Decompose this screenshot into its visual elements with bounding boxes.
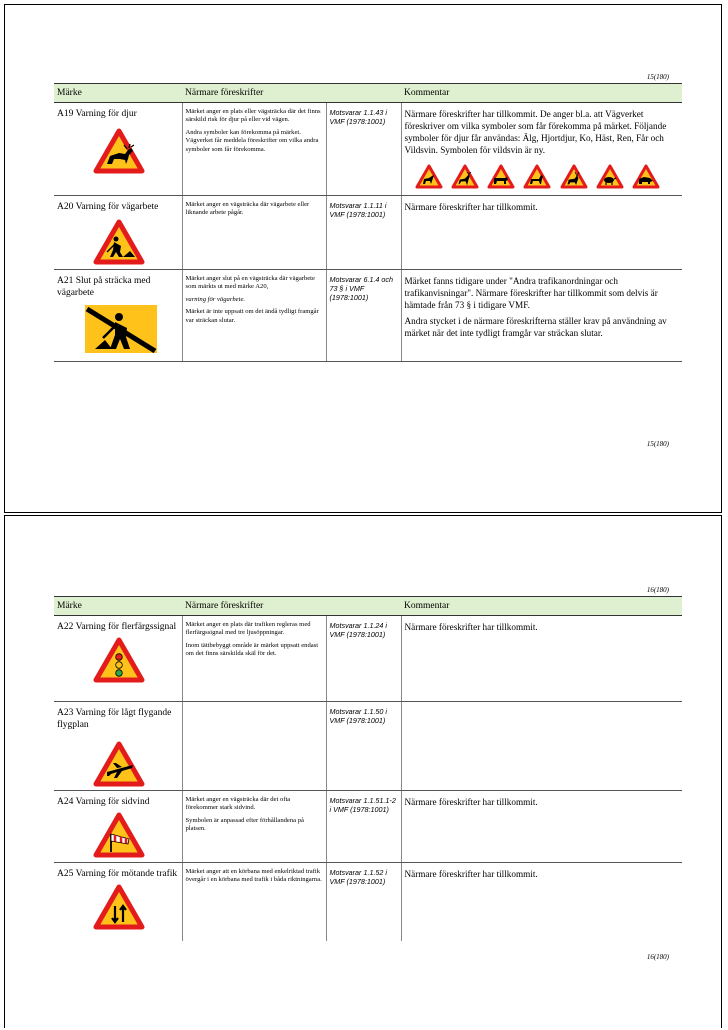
- comment-cell: [401, 863, 682, 941]
- comment-text: Närmare föreskrifter har tillkommit.: [404, 622, 538, 632]
- rule-text: Märket anger en plats eller vägsträcka där det finns särskild risk för djur på eller vid vägen.: [185, 108, 321, 124]
- reference-cell: Motsvarar 1.1.52 i VMF (1978:1001): [326, 863, 401, 941]
- airplane-sign-icon: [93, 741, 145, 787]
- document-page-16: [4, 515, 722, 1028]
- comment-text: Närmare föreskrifter har tillkommit.: [404, 202, 538, 212]
- rules-cell: [182, 863, 326, 941]
- comment-cell: [401, 702, 682, 791]
- header-narmare: Närmare föreskrifter: [182, 84, 326, 103]
- reference-cell: Motsvarar 1.1.24 i VMF (1978:1001): [326, 616, 401, 702]
- reference-cell: Motsvarar 1.1.43 i VMF (1978:1001): [326, 103, 401, 196]
- rule-text: Symbolen är anpassad efter förhållandena på platsen.: [185, 816, 304, 833]
- cow-icon: [487, 164, 515, 189]
- rules-cell: [182, 791, 326, 863]
- rule-text: Märket anger en vägsträcka där vägarbete eller liknande arbete pågår.: [185, 201, 310, 217]
- moose-icon: [415, 164, 443, 189]
- rules-cell: [182, 270, 326, 362]
- table-row-a23: [54, 702, 682, 791]
- page-number-top: 16(180): [646, 586, 669, 594]
- table-row-a24: [54, 791, 682, 863]
- rule-text: Märket är inte uppsatt om det ändå tydligt framgår var sträckan slutar.: [185, 308, 319, 324]
- animal-symbols: [415, 164, 680, 192]
- comment-text: Närmare föreskrifter har tillkommit.: [404, 869, 538, 879]
- rule-text: Märket anger slut på en vägsträcka där vägarbete som märkts ut med märke A20,: [185, 275, 315, 291]
- reference-cell: Motsvarar 6.1.4 och 73 § i VMF (1978:1001): [326, 270, 401, 362]
- comment-cell: [401, 791, 682, 863]
- sign-cell: [54, 702, 182, 791]
- comment-cell: [401, 196, 682, 270]
- sign-name: A22 Varning för flerfärgssignal: [57, 622, 177, 632]
- reindeer-icon: [560, 164, 588, 189]
- table-row-a22: [54, 616, 682, 702]
- header-marke: Märke: [54, 84, 182, 103]
- page-number-top: 15(180): [646, 73, 669, 81]
- rule-text: varning för vägarbete.: [185, 295, 246, 303]
- reference-cell: Motsvarar 1.1.11 i VMF (1978:1001): [326, 196, 401, 270]
- sign-name: A23 Varning för lågt flygande flygplan: [57, 708, 172, 730]
- signs-table-page-16: [54, 596, 682, 941]
- reference-cell: Motsvarar 1.1.51.1-2 i VMF (1978:1001): [326, 791, 401, 863]
- rules-cell: [182, 196, 326, 270]
- deer-icon: [451, 164, 479, 189]
- table-header-row: [54, 84, 682, 103]
- moose-warning-sign-icon: [93, 128, 145, 174]
- comment-cell: [401, 103, 682, 196]
- rules-cell: [182, 616, 326, 702]
- page-number-bottom: 16(180): [646, 953, 669, 961]
- rules-cell: [182, 702, 326, 791]
- table-header-row: [54, 597, 682, 616]
- sign-name: A20 Varning för vägarbete: [57, 202, 159, 212]
- comment-cell: [401, 616, 682, 702]
- comment-text: Närmare föreskrifter har tillkommit. De anger bl.a. att Vägverket föreskriver om vilka symboler som får förekomma på märket. Följande symboler för djur får användas: Älg, Hjortdjur, Ko, Häst, Ren, Får och Vildsvin. Symbolen för vildsvin är ny.: [404, 109, 667, 155]
- comment-text: Närmare föreskrifter har tillkommit.: [404, 797, 538, 807]
- two-way-traffic-sign-icon: [93, 884, 145, 930]
- rule-text: Märket anger en vägsträcka där det ofta förekommer stark sidvind.: [185, 796, 291, 812]
- rule-text: Märket anger en plats där trafiken regleras med flerfärgssignal med tre ljusöppningar.: [185, 621, 311, 637]
- comment-text: Andra stycket i de närmare föreskrifterna ställer krav på användning av märket när det inte tydligt framgår var sträckan slutar.: [404, 316, 667, 338]
- table-row-a19: [54, 103, 682, 196]
- sign-name: A24 Varning för sidvind: [57, 797, 150, 807]
- sign-cell: [54, 196, 182, 270]
- page-number-bottom: 15(180): [646, 440, 669, 448]
- rule-text: Märket anger att en körbana med enkelriktad trafik övergår i en körbana med trafik i båda riktningarna.: [185, 868, 322, 884]
- header-ref: [326, 597, 401, 616]
- signs-table-page-15: [54, 83, 682, 362]
- rule-text: Inom tättbebyggt område är märket uppsatt endast om det finns särskilda skäl för det.: [185, 641, 319, 658]
- header-kommentar: Kommentar: [401, 84, 682, 103]
- table-row-a20: [54, 196, 682, 270]
- comment-text: Märket fanns tidigare under "Andra trafikanordningar och trafikanvisningar". Närmare föreskrifter har tillkommit som delvis är hämtade från 73 § i tidigare VMF.: [404, 276, 658, 310]
- sign-name: A19 Varning för djur: [57, 109, 137, 119]
- header-ref: [326, 84, 401, 103]
- sign-name: A21 Slut på sträcka med vägarbete: [57, 276, 151, 298]
- sign-cell: [54, 616, 182, 702]
- reference-cell: Motsvarar 1.1.50 i VMF (1978:1001): [326, 702, 401, 791]
- sign-cell: [54, 791, 182, 863]
- sign-cell: [54, 270, 182, 362]
- table-row-a25: [54, 863, 682, 941]
- sign-cell: [54, 103, 182, 196]
- windsock-sign-icon: [93, 812, 145, 858]
- traffic-light-sign-icon: [93, 637, 145, 683]
- roadwork-sign-icon: [93, 219, 145, 265]
- sign-cell: [54, 863, 182, 941]
- end-roadwork-sign-icon: [85, 305, 157, 353]
- header-narmare: Närmare föreskrifter: [182, 597, 326, 616]
- table-row-a21: [54, 270, 682, 362]
- boar-icon: [632, 164, 660, 189]
- rule-text: Andra symboler kan förekomma på märket. Vägverket får meddela föreskrifter om vilka andra symboler som får förekomma.: [185, 128, 319, 153]
- rules-cell: [182, 103, 326, 196]
- comment-cell: [401, 270, 682, 362]
- header-kommentar: Kommentar: [401, 597, 682, 616]
- sheep-icon: [596, 164, 624, 189]
- sign-name: A25 Varning för mötande trafik: [57, 869, 178, 879]
- horse-icon: [523, 164, 551, 189]
- document-page-15: [4, 4, 722, 513]
- header-marke: Märke: [54, 597, 182, 616]
